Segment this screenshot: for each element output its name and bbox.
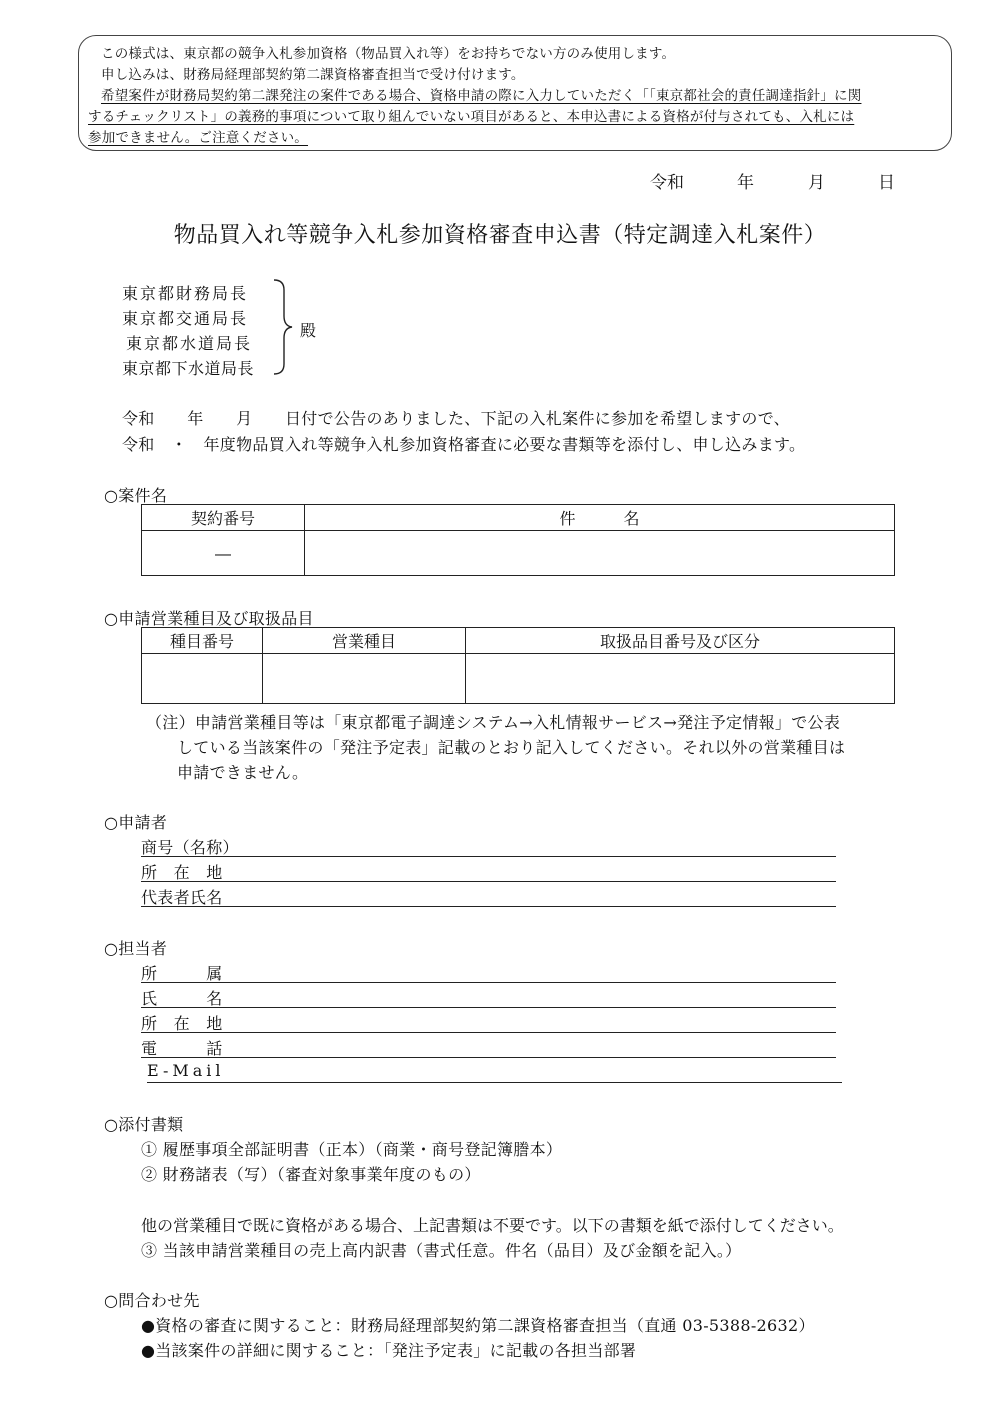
contact-heading: ○担当者	[104, 939, 168, 958]
business-note-line-1: （注）申請営業種目等は「東京都電子調達システム→入札情報サービス→発注予定情報」で公表	[146, 713, 841, 732]
business-col-business-type: 営業種目	[263, 628, 466, 654]
applicant-representative-label: 代表者氏名	[141, 888, 223, 907]
business-item-number-cell[interactable]	[142, 654, 263, 704]
addressee-sewerage: 東京都下水道局長	[122, 359, 255, 378]
inquiry-item-1: ●資格の審査に関すること：財務局経理部契約第二課資格審査担当（直通 03-5388-2632）	[141, 1316, 815, 1335]
notice-line-2: 申し込みは、財務局経理部契約第二課資格審査担当で受け付けます。	[101, 67, 525, 83]
business-handled-items-cell[interactable]	[466, 654, 895, 704]
addressee-transport: 東京都交通局長	[122, 309, 249, 328]
case-col-contract-number: 契約番号	[142, 505, 305, 531]
notice-line-1: この様式は、東京都の競争入札参加資格（物品買入れ等）をお持ちでない方のみ使用します。	[101, 46, 676, 62]
contact-address-label: 所 在 地	[141, 1014, 223, 1033]
applicant-company-field[interactable]	[141, 856, 836, 857]
intro-line-2: 令和 ・ 年度物品買入れ等競争入札参加資格審査に必要な書類等を添付し、申し込みます。	[122, 435, 806, 454]
inquiry-item-2: ●当該案件の詳細に関すること：「発注予定表」に記載の各担当部署	[141, 1341, 637, 1360]
case-contract-number-cell[interactable]: ―	[142, 531, 305, 576]
honorific: 殿	[300, 321, 317, 340]
addressee-finance: 東京都財務局長	[122, 284, 249, 303]
business-note-line-2: している当該案件の「発注予定表」記載のとおり記入してください。それ以外の営業種目は	[177, 738, 846, 757]
applicant-company-label: 商号（名称）	[141, 838, 239, 857]
attachments-heading: ○添付書類	[104, 1115, 184, 1134]
contact-department-label: 所 属	[141, 964, 223, 983]
contact-email-field[interactable]	[147, 1082, 842, 1083]
page-title: 物品買入れ等競争入札参加資格審査申込書（特定調達入札案件）	[173, 223, 827, 248]
intro-line-1: 令和 年 月 日付で公告のありました、下記の入札案件に参加を希望しますので、	[122, 409, 790, 428]
contact-address-field[interactable]	[141, 1032, 836, 1033]
date-day: 日	[878, 173, 895, 193]
business-table	[141, 627, 895, 704]
notice-line-4: するチェックリスト」の義務的事項について取り組んでいない項目があると、本申込書による資格が付与されても、入札には	[88, 109, 855, 125]
applicant-address-field[interactable]	[141, 881, 836, 882]
case-table	[141, 504, 895, 576]
attachment-item-3: ③ 当該申請営業種目の売上高内訳書（書式任意。件名（品目）及び金額を記入。）	[141, 1241, 742, 1260]
contact-phone-label: 電 話	[141, 1039, 223, 1058]
case-col-name: 件 名	[305, 505, 895, 531]
contact-name-label: 氏 名	[141, 989, 223, 1008]
contact-name-field[interactable]	[141, 1007, 836, 1008]
date-era: 令和	[650, 173, 684, 193]
contact-phone-field[interactable]	[141, 1057, 836, 1058]
attachment-item-2: ② 財務諸表（写）（審査対象事業年度のもの）	[141, 1165, 481, 1184]
business-type-cell[interactable]	[263, 654, 466, 704]
attachment-item-1: ① 履歴事項全部証明書（正本）（商業・商号登記簿謄本）	[141, 1140, 563, 1159]
applicant-heading: ○申請者	[104, 813, 168, 832]
applicant-address-label: 所 在 地	[141, 863, 223, 882]
business-col-handled-items: 取扱品目番号及び区分	[466, 628, 895, 654]
notice-box	[78, 35, 952, 151]
date-month: 月	[808, 173, 825, 193]
addressee-waterworks: 東京都水道局長	[126, 334, 253, 353]
case-name-cell[interactable]	[305, 531, 895, 576]
case-heading: ○案件名	[104, 486, 168, 505]
applicant-representative-field[interactable]	[141, 906, 836, 907]
inquiry-heading: ○問合わせ先	[104, 1291, 200, 1310]
date-year: 年	[737, 173, 754, 193]
business-col-item-number: 種目番号	[142, 628, 263, 654]
contact-department-field[interactable]	[141, 982, 836, 983]
business-note-line-3: 申請できません。	[177, 763, 309, 782]
brace-icon	[270, 278, 294, 376]
contact-email-label: E-Mail	[147, 1061, 225, 1080]
notice-line-3: 希望案件が財務局契約第二課発注の案件である場合、資格申請の際に入力していただく「「東京都社会的責任調達指針」に関	[101, 88, 862, 104]
business-heading: ○申請営業種目及び取扱品目	[104, 609, 314, 628]
attachment-other-note: 他の営業種目で既に資格がある場合、上記書類は不要です。以下の書類を紙で添付してください。	[141, 1216, 844, 1235]
notice-line-5: 参加できません。ご注意ください。	[88, 130, 309, 146]
